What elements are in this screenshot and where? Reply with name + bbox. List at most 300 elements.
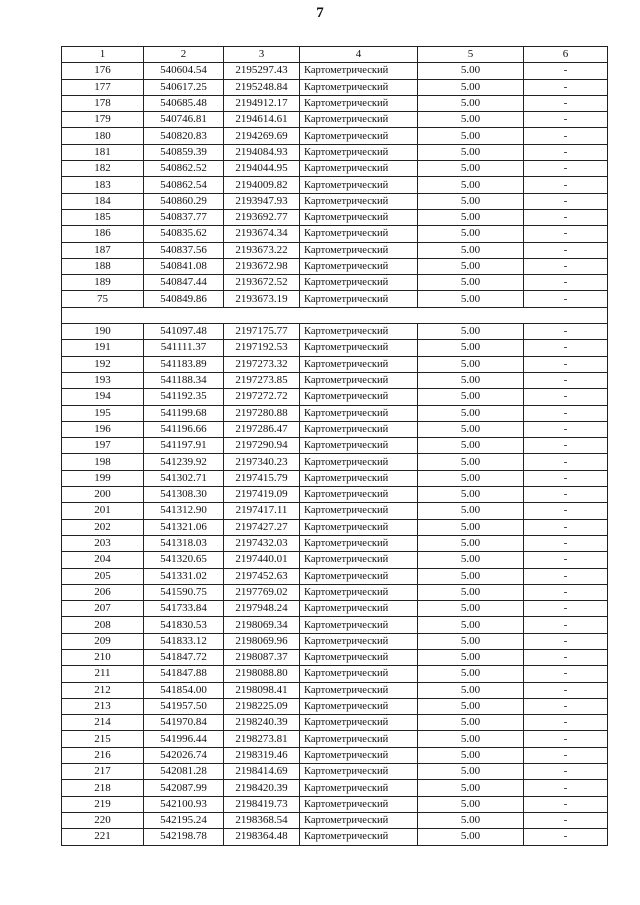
table-body <box>62 63 608 845</box>
y-coordinate-cell: 2193673.19 <box>224 291 300 307</box>
accuracy-cell: 5.00 <box>418 535 524 551</box>
table-row <box>62 470 608 486</box>
point-number-cell: 190 <box>62 324 144 340</box>
accuracy-cell: 5.00 <box>418 780 524 796</box>
accuracy-cell: 5.00 <box>418 666 524 682</box>
table-row <box>62 764 608 780</box>
point-number-cell: 221 <box>62 829 144 845</box>
page-number: 7 <box>316 5 324 21</box>
x-coordinate-cell: 540862.52 <box>144 161 224 177</box>
point-number-cell: 177 <box>62 79 144 95</box>
method-cell: Картометрический <box>300 584 418 600</box>
note-cell: - <box>524 780 608 796</box>
table-row <box>62 552 608 568</box>
accuracy-cell: 5.00 <box>418 438 524 454</box>
y-coordinate-cell: 2197272.72 <box>224 389 300 405</box>
y-coordinate-cell: 2198069.96 <box>224 633 300 649</box>
y-coordinate-cell: 2197175.77 <box>224 324 300 340</box>
note-cell: - <box>524 275 608 291</box>
point-number-cell: 207 <box>62 601 144 617</box>
y-coordinate-cell: 2198087.37 <box>224 649 300 665</box>
point-number-cell: 194 <box>62 389 144 405</box>
method-cell: Картометрический <box>300 193 418 209</box>
method-cell: Картометрический <box>300 324 418 340</box>
table-row <box>62 780 608 796</box>
point-number-cell: 192 <box>62 356 144 372</box>
x-coordinate-cell: 541320.65 <box>144 552 224 568</box>
x-coordinate-cell: 541830.53 <box>144 617 224 633</box>
table-row <box>62 731 608 747</box>
table-row <box>62 812 608 828</box>
method-cell: Картометрический <box>300 405 418 421</box>
method-cell: Картометрический <box>300 633 418 649</box>
method-cell: Картометрический <box>300 829 418 845</box>
point-number-cell: 212 <box>62 682 144 698</box>
point-number-cell: 186 <box>62 226 144 242</box>
x-coordinate-cell: 540835.62 <box>144 226 224 242</box>
x-coordinate-cell: 541239.92 <box>144 454 224 470</box>
y-coordinate-cell: 2197273.32 <box>224 356 300 372</box>
note-cell: - <box>524 340 608 356</box>
y-coordinate-cell: 2197280.88 <box>224 405 300 421</box>
table-row <box>62 438 608 454</box>
accuracy-cell: 5.00 <box>418 731 524 747</box>
accuracy-cell: 5.00 <box>418 372 524 388</box>
y-coordinate-cell: 2197192.53 <box>224 340 300 356</box>
point-number-cell: 178 <box>62 95 144 111</box>
note-cell: - <box>524 796 608 812</box>
note-cell: - <box>524 389 608 405</box>
method-cell: Картометрический <box>300 503 418 519</box>
table-row <box>62 568 608 584</box>
note-cell: - <box>524 177 608 193</box>
method-cell: Картометрический <box>300 340 418 356</box>
accuracy-cell: 5.00 <box>418 405 524 421</box>
point-number-cell: 176 <box>62 63 144 79</box>
accuracy-cell: 5.00 <box>418 112 524 128</box>
table-row <box>62 389 608 405</box>
x-coordinate-cell: 540617.25 <box>144 79 224 95</box>
point-number-cell: 75 <box>62 291 144 307</box>
y-coordinate-cell: 2198273.81 <box>224 731 300 747</box>
y-coordinate-cell: 2197440.01 <box>224 552 300 568</box>
accuracy-cell: 5.00 <box>418 95 524 111</box>
table-row <box>62 291 608 307</box>
y-coordinate-cell: 2194269.69 <box>224 128 300 144</box>
y-coordinate-cell: 2193673.22 <box>224 242 300 258</box>
x-coordinate-cell: 542087.99 <box>144 780 224 796</box>
y-coordinate-cell: 2193692.77 <box>224 209 300 225</box>
note-cell: - <box>524 535 608 551</box>
note-cell: - <box>524 552 608 568</box>
accuracy-cell: 5.00 <box>418 128 524 144</box>
table-row <box>62 601 608 617</box>
point-number-cell: 220 <box>62 812 144 828</box>
y-coordinate-cell: 2198098.41 <box>224 682 300 698</box>
x-coordinate-cell: 541833.12 <box>144 633 224 649</box>
y-coordinate-cell: 2194044.95 <box>224 161 300 177</box>
point-number-cell: 209 <box>62 633 144 649</box>
x-coordinate-cell: 541970.84 <box>144 715 224 731</box>
table-row <box>62 79 608 95</box>
y-coordinate-cell: 2197417.11 <box>224 503 300 519</box>
accuracy-cell: 5.00 <box>418 470 524 486</box>
y-coordinate-cell: 2198319.46 <box>224 747 300 763</box>
x-coordinate-cell: 541996.44 <box>144 731 224 747</box>
method-cell: Картометрический <box>300 731 418 747</box>
accuracy-cell: 5.00 <box>418 79 524 95</box>
method-cell: Картометрический <box>300 372 418 388</box>
x-coordinate-cell: 541733.84 <box>144 601 224 617</box>
point-number-cell: 201 <box>62 503 144 519</box>
note-cell: - <box>524 617 608 633</box>
point-number-cell: 183 <box>62 177 144 193</box>
table-row <box>62 258 608 274</box>
note-cell: - <box>524 95 608 111</box>
x-coordinate-cell: 540862.54 <box>144 177 224 193</box>
method-cell: Картометрический <box>300 535 418 551</box>
point-number-cell: 187 <box>62 242 144 258</box>
x-coordinate-cell: 542100.93 <box>144 796 224 812</box>
point-number-cell: 215 <box>62 731 144 747</box>
y-coordinate-cell: 2198368.54 <box>224 812 300 828</box>
method-cell: Картометрический <box>300 275 418 291</box>
accuracy-cell: 5.00 <box>418 552 524 568</box>
table-header-row <box>62 47 608 63</box>
accuracy-cell: 5.00 <box>418 764 524 780</box>
x-coordinate-cell: 540746.81 <box>144 112 224 128</box>
method-cell: Картометрический <box>300 454 418 470</box>
x-coordinate-cell: 540860.29 <box>144 193 224 209</box>
x-coordinate-cell: 540604.54 <box>144 63 224 79</box>
x-coordinate-cell: 541097.48 <box>144 324 224 340</box>
method-cell: Картометрический <box>300 487 418 503</box>
y-coordinate-cell: 2198364.48 <box>224 829 300 845</box>
y-coordinate-cell: 2197769.02 <box>224 584 300 600</box>
x-coordinate-cell: 540849.86 <box>144 291 224 307</box>
note-cell: - <box>524 715 608 731</box>
y-coordinate-cell: 2193947.93 <box>224 193 300 209</box>
note-cell: - <box>524 503 608 519</box>
note-cell: - <box>524 193 608 209</box>
y-coordinate-cell: 2197419.09 <box>224 487 300 503</box>
point-number-cell: 214 <box>62 715 144 731</box>
x-coordinate-cell: 541957.50 <box>144 698 224 714</box>
note-cell: - <box>524 242 608 258</box>
table-row <box>62 161 608 177</box>
table-row <box>62 226 608 242</box>
y-coordinate-cell: 2198240.39 <box>224 715 300 731</box>
point-number-cell: 211 <box>62 666 144 682</box>
table-row <box>62 242 608 258</box>
method-cell: Картометрический <box>300 568 418 584</box>
note-cell: - <box>524 454 608 470</box>
note-cell: - <box>524 487 608 503</box>
point-number-cell: 210 <box>62 649 144 665</box>
method-cell: Картометрический <box>300 79 418 95</box>
note-cell: - <box>524 649 608 665</box>
table-row <box>62 633 608 649</box>
accuracy-cell: 5.00 <box>418 242 524 258</box>
note-cell: - <box>524 682 608 698</box>
accuracy-cell: 5.00 <box>418 796 524 812</box>
method-cell: Картометрический <box>300 747 418 763</box>
accuracy-cell: 5.00 <box>418 487 524 503</box>
table-row <box>62 503 608 519</box>
accuracy-cell: 5.00 <box>418 715 524 731</box>
point-number-cell: 185 <box>62 209 144 225</box>
method-cell: Картометрический <box>300 601 418 617</box>
column-header: 4 <box>300 47 418 63</box>
accuracy-cell: 5.00 <box>418 340 524 356</box>
x-coordinate-cell: 541192.35 <box>144 389 224 405</box>
method-cell: Картометрический <box>300 242 418 258</box>
accuracy-cell: 5.00 <box>418 356 524 372</box>
accuracy-cell: 5.00 <box>418 161 524 177</box>
x-coordinate-cell: 541321.06 <box>144 519 224 535</box>
table-row <box>62 324 608 340</box>
table-row <box>62 698 608 714</box>
point-number-cell: 218 <box>62 780 144 796</box>
method-cell: Картометрический <box>300 715 418 731</box>
point-number-cell: 195 <box>62 405 144 421</box>
note-cell: - <box>524 666 608 682</box>
note-cell: - <box>524 372 608 388</box>
column-header: 5 <box>418 47 524 63</box>
x-coordinate-cell: 540685.48 <box>144 95 224 111</box>
point-number-cell: 202 <box>62 519 144 535</box>
note-cell: - <box>524 829 608 845</box>
y-coordinate-cell: 2194614.61 <box>224 112 300 128</box>
accuracy-cell: 5.00 <box>418 193 524 209</box>
point-number-cell: 182 <box>62 161 144 177</box>
separator-cell <box>62 307 608 323</box>
y-coordinate-cell: 2193672.52 <box>224 275 300 291</box>
note-cell: - <box>524 324 608 340</box>
column-header: 6 <box>524 47 608 63</box>
x-coordinate-cell: 540820.83 <box>144 128 224 144</box>
note-cell: - <box>524 405 608 421</box>
y-coordinate-cell: 2197286.47 <box>224 421 300 437</box>
y-coordinate-cell: 2198420.39 <box>224 780 300 796</box>
table-row <box>62 209 608 225</box>
method-cell: Картометрический <box>300 764 418 780</box>
coordinates-table <box>61 46 608 846</box>
table-row <box>62 144 608 160</box>
note-cell: - <box>524 812 608 828</box>
table-row <box>62 829 608 845</box>
point-number-cell: 219 <box>62 796 144 812</box>
x-coordinate-cell: 541590.75 <box>144 584 224 600</box>
point-number-cell: 179 <box>62 112 144 128</box>
method-cell: Картометрический <box>300 128 418 144</box>
accuracy-cell: 5.00 <box>418 226 524 242</box>
method-cell: Картометрический <box>300 177 418 193</box>
x-coordinate-cell: 540859.39 <box>144 144 224 160</box>
x-coordinate-cell: 541331.02 <box>144 568 224 584</box>
point-number-cell: 200 <box>62 487 144 503</box>
accuracy-cell: 5.00 <box>418 747 524 763</box>
method-cell: Картометрический <box>300 698 418 714</box>
note-cell: - <box>524 747 608 763</box>
y-coordinate-cell: 2198069.34 <box>224 617 300 633</box>
y-coordinate-cell: 2193674.34 <box>224 226 300 242</box>
x-coordinate-cell: 541308.30 <box>144 487 224 503</box>
accuracy-cell: 5.00 <box>418 177 524 193</box>
table-row <box>62 340 608 356</box>
note-cell: - <box>524 128 608 144</box>
column-header: 2 <box>144 47 224 63</box>
method-cell: Картометрический <box>300 144 418 160</box>
accuracy-cell: 5.00 <box>418 144 524 160</box>
method-cell: Картометрический <box>300 796 418 812</box>
method-cell: Картометрический <box>300 552 418 568</box>
note-cell: - <box>524 161 608 177</box>
x-coordinate-cell: 542195.24 <box>144 812 224 828</box>
point-number-cell: 213 <box>62 698 144 714</box>
point-number-cell: 180 <box>62 128 144 144</box>
y-coordinate-cell: 2194912.17 <box>224 95 300 111</box>
x-coordinate-cell: 542198.78 <box>144 829 224 845</box>
table-row <box>62 796 608 812</box>
x-coordinate-cell: 541318.03 <box>144 535 224 551</box>
table-row <box>62 617 608 633</box>
y-coordinate-cell: 2197273.85 <box>224 372 300 388</box>
accuracy-cell: 5.00 <box>418 633 524 649</box>
accuracy-cell: 5.00 <box>418 519 524 535</box>
point-number-cell: 191 <box>62 340 144 356</box>
note-cell: - <box>524 79 608 95</box>
x-coordinate-cell: 541302.71 <box>144 470 224 486</box>
method-cell: Картометрический <box>300 470 418 486</box>
method-cell: Картометрический <box>300 258 418 274</box>
point-number-cell: 196 <box>62 421 144 437</box>
table-row <box>62 535 608 551</box>
accuracy-cell: 5.00 <box>418 682 524 698</box>
point-number-cell: 198 <box>62 454 144 470</box>
table-row <box>62 682 608 698</box>
note-cell: - <box>524 291 608 307</box>
accuracy-cell: 5.00 <box>418 389 524 405</box>
method-cell: Картометрический <box>300 438 418 454</box>
point-number-cell: 199 <box>62 470 144 486</box>
note-cell: - <box>524 470 608 486</box>
point-number-cell: 208 <box>62 617 144 633</box>
accuracy-cell: 5.00 <box>418 275 524 291</box>
note-cell: - <box>524 601 608 617</box>
column-header: 3 <box>224 47 300 63</box>
x-coordinate-cell: 541312.90 <box>144 503 224 519</box>
accuracy-cell: 5.00 <box>418 584 524 600</box>
table-row <box>62 747 608 763</box>
x-coordinate-cell: 541854.00 <box>144 682 224 698</box>
method-cell: Картометрический <box>300 63 418 79</box>
note-cell: - <box>524 144 608 160</box>
accuracy-cell: 5.00 <box>418 454 524 470</box>
x-coordinate-cell: 541183.89 <box>144 356 224 372</box>
note-cell: - <box>524 63 608 79</box>
accuracy-cell: 5.00 <box>418 568 524 584</box>
column-header: 1 <box>62 47 144 63</box>
x-coordinate-cell: 541199.68 <box>144 405 224 421</box>
table-row <box>62 584 608 600</box>
accuracy-cell: 5.00 <box>418 324 524 340</box>
accuracy-cell: 5.00 <box>418 258 524 274</box>
y-coordinate-cell: 2197948.24 <box>224 601 300 617</box>
y-coordinate-cell: 2195248.84 <box>224 79 300 95</box>
table-row <box>62 177 608 193</box>
x-coordinate-cell: 541188.34 <box>144 372 224 388</box>
y-coordinate-cell: 2197427.27 <box>224 519 300 535</box>
y-coordinate-cell: 2198419.73 <box>224 796 300 812</box>
x-coordinate-cell: 540837.56 <box>144 242 224 258</box>
point-number-cell: 206 <box>62 584 144 600</box>
x-coordinate-cell: 541197.91 <box>144 438 224 454</box>
point-number-cell: 189 <box>62 275 144 291</box>
point-number-cell: 184 <box>62 193 144 209</box>
accuracy-cell: 5.00 <box>418 601 524 617</box>
method-cell: Картометрический <box>300 226 418 242</box>
separator-row <box>62 307 608 323</box>
x-coordinate-cell: 540841.08 <box>144 258 224 274</box>
y-coordinate-cell: 2193672.98 <box>224 258 300 274</box>
table-row <box>62 519 608 535</box>
method-cell: Картометрический <box>300 291 418 307</box>
y-coordinate-cell: 2197340.23 <box>224 454 300 470</box>
note-cell: - <box>524 568 608 584</box>
table-row <box>62 454 608 470</box>
accuracy-cell: 5.00 <box>418 421 524 437</box>
accuracy-cell: 5.00 <box>418 63 524 79</box>
x-coordinate-cell: 540837.77 <box>144 209 224 225</box>
y-coordinate-cell: 2195297.43 <box>224 63 300 79</box>
table-row <box>62 487 608 503</box>
note-cell: - <box>524 356 608 372</box>
note-cell: - <box>524 633 608 649</box>
method-cell: Картометрический <box>300 209 418 225</box>
x-coordinate-cell: 542081.28 <box>144 764 224 780</box>
x-coordinate-cell: 541196.66 <box>144 421 224 437</box>
table-row <box>62 112 608 128</box>
table-row <box>62 666 608 682</box>
accuracy-cell: 5.00 <box>418 812 524 828</box>
note-cell: - <box>524 584 608 600</box>
accuracy-cell: 5.00 <box>418 291 524 307</box>
x-coordinate-cell: 541111.37 <box>144 340 224 356</box>
point-number-cell: 203 <box>62 535 144 551</box>
method-cell: Картометрический <box>300 812 418 828</box>
point-number-cell: 217 <box>62 764 144 780</box>
y-coordinate-cell: 2198088.80 <box>224 666 300 682</box>
note-cell: - <box>524 112 608 128</box>
y-coordinate-cell: 2197290.94 <box>224 438 300 454</box>
table-row <box>62 649 608 665</box>
y-coordinate-cell: 2197432.03 <box>224 535 300 551</box>
method-cell: Картометрический <box>300 389 418 405</box>
method-cell: Картометрический <box>300 421 418 437</box>
table-row <box>62 95 608 111</box>
method-cell: Картометрический <box>300 780 418 796</box>
point-number-cell: 197 <box>62 438 144 454</box>
accuracy-cell: 5.00 <box>418 209 524 225</box>
y-coordinate-cell: 2194084.93 <box>224 144 300 160</box>
accuracy-cell: 5.00 <box>418 698 524 714</box>
y-coordinate-cell: 2197415.79 <box>224 470 300 486</box>
point-number-cell: 205 <box>62 568 144 584</box>
y-coordinate-cell: 2198414.69 <box>224 764 300 780</box>
table-row <box>62 128 608 144</box>
point-number-cell: 181 <box>62 144 144 160</box>
